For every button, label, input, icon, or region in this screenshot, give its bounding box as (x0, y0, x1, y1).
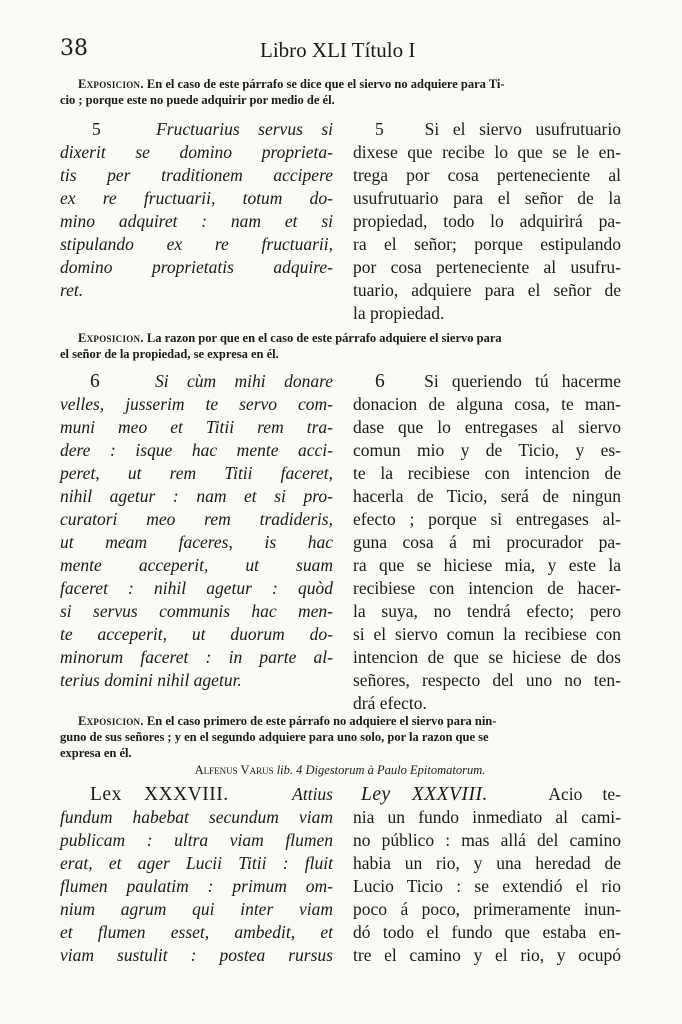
section-number: 5 (375, 119, 384, 139)
spanish-line: la propiedad. (353, 303, 445, 323)
latin-line: viam sustulit : postea rursus (60, 945, 333, 965)
latin-column-5 (60, 118, 333, 302)
spanish-line: trega por cosa perteneciente al (353, 165, 621, 185)
latin-line: terius domini nihil agetur. (60, 670, 242, 690)
latin-line: et flumen esset, ambedit, et (60, 922, 333, 942)
page-number: 38 (60, 36, 88, 61)
spanish-line: comun mio y de Ticio, y es- (353, 440, 621, 460)
latin-line: faceret : nihil agetur : quòd (60, 578, 333, 598)
latin-line: Fructuarius servus si (156, 119, 334, 139)
spanish-line: tuario, adquiere para el señor de (353, 280, 621, 300)
spanish-line: recibiese con intencion de hacer- (353, 578, 621, 598)
latin-line: Attius (292, 784, 333, 804)
exposicion-line: En el caso primero de este párrafo no adquiere el siervo para nin- (146, 714, 497, 728)
spanish-line: Si queriendo tú hacerme (424, 371, 621, 391)
latin-line: si servus communis hac men- (60, 601, 333, 621)
spanish-line: hacerla de Ticio, será de ningun (353, 486, 621, 506)
latin-line: ut meam faceres, is hac (60, 532, 333, 552)
spanish-line: propiedad, todo lo adquirirá pa- (353, 211, 621, 231)
exposicion-3 (60, 713, 620, 761)
spanish-line: dase que lo entregases al siervo (353, 417, 621, 437)
exposicion-2 (60, 330, 620, 362)
latin-line: ret. (60, 280, 84, 300)
spanish-line: poco á poco, primeramente inun- (353, 899, 621, 919)
spanish-line: tre el camino y el rio, y ocupó (353, 945, 621, 965)
ley-heading: Ley XXXVIII. (361, 784, 488, 805)
spanish-column-lex38 (353, 783, 621, 967)
latin-column-6 (60, 370, 333, 692)
latin-line: dere : isque hac mente acci- (60, 440, 333, 460)
spanish-line: Lucio Ticio : se extendió el rio (353, 876, 621, 896)
spanish-line: guna cosa á mi procurador pa- (353, 532, 621, 552)
latin-line: nium agrum qui inter viam (60, 899, 333, 919)
section-number: 5 (92, 119, 101, 139)
running-head: Libro XLI Título I (260, 38, 416, 62)
source-work: lib. 4 Digestorum à Paulo Epitomatorum. (276, 763, 486, 777)
exposicion-1 (60, 76, 620, 108)
spanish-column-5 (353, 118, 621, 325)
spanish-line: ra que se hiciese mia, y este la (353, 555, 621, 575)
spanish-line: donacion de alguna cosa, te man- (353, 394, 621, 414)
latin-line: Si cùm mihi donare (154, 371, 333, 391)
spanish-line: nia un fundo inmediato al cami- (353, 807, 621, 827)
lex-heading: Lex XXXVIII. (90, 784, 229, 805)
latin-line: velles, jusserim te servo com- (60, 394, 333, 414)
source-attribution (60, 763, 620, 778)
exposicion-label: Exposicion. (78, 331, 144, 345)
latin-line: tis per traditionem accipere (60, 165, 333, 185)
spanish-line: usufrutuario para el señor de la (353, 188, 621, 208)
spanish-line: habia un rio, y una heredad de (353, 853, 621, 873)
spanish-line: la suya, no tendrá efecto; pero (353, 601, 621, 621)
latin-line: flumen paulatim : primum om- (60, 876, 333, 896)
latin-line: peret, ut rem Titii faceret, (60, 463, 333, 483)
latin-line: curatori meo rem tradideris, (60, 509, 333, 529)
source-author: Alfenus Varus (194, 763, 274, 777)
latin-line: fundum habebat secundum viam (60, 807, 333, 827)
latin-line: domino proprietatis adquire- (60, 257, 333, 277)
exposicion-line: el señor de la propiedad, se expresa en él. (60, 347, 279, 361)
exposicion-label: Exposicion. (78, 714, 144, 728)
spanish-line: ra el señor; porque estipulando (353, 234, 621, 254)
page-header (60, 36, 630, 66)
latin-line: stipulando ex re fructuarii, (60, 234, 333, 254)
latin-column-lex38 (60, 783, 333, 967)
latin-line: minorum faceret : in parte al- (60, 647, 333, 667)
latin-line: nihil agetur : nam et si pro- (60, 486, 333, 506)
exposicion-line: guno de sus señores ; y en el segundo adquiere para uno solo, por la razon que se (60, 730, 489, 744)
exposicion-label: Exposicion. (78, 77, 144, 91)
spanish-line: Acio te- (548, 784, 621, 804)
spanish-line: Si el siervo usufrutuario (424, 119, 621, 139)
latin-line: publicam : ultra viam flumen (60, 830, 333, 850)
spanish-line: efecto ; porque si entregases al- (353, 509, 621, 529)
spanish-line: drá efecto. (353, 693, 427, 713)
latin-line: muni meo et Titii rem tra- (60, 417, 333, 437)
section-number: 6 (375, 371, 385, 392)
latin-line: te acceperit, ut duorum do- (60, 624, 333, 644)
spanish-line: dixese que recibe lo que se le en- (353, 142, 621, 162)
spanish-line: dó todo el fundo que estaba en- (353, 922, 621, 942)
exposicion-line: expresa en él. (60, 746, 132, 760)
exposicion-line: cio ; porque este no puede adquirir por medio de él. (60, 93, 335, 107)
latin-line: mente acceperit, ut suam (60, 555, 333, 575)
spanish-line: te la recibiese con intencion de (353, 463, 621, 483)
spanish-line: señores, respecto del uno no ten- (353, 670, 621, 690)
latin-line: ex re fructuarii, totum do- (60, 188, 333, 208)
spanish-line: no público : mas allá del camino (353, 830, 621, 850)
spanish-line: intencion de que se hiciese de dos (353, 647, 621, 667)
latin-line: dixerit se domino proprieta- (60, 142, 333, 162)
spanish-line: si el siervo comun la recibiese con (353, 624, 621, 644)
spanish-column-6 (353, 370, 621, 715)
spanish-line: por cosa perteneciente al usufru- (353, 257, 621, 277)
exposicion-line: La razon por que en el caso de este párrafo adquiere el siervo para (146, 331, 502, 345)
section-number: 6 (90, 371, 100, 392)
latin-line: erat, et ager Lucii Titii : fluit (60, 853, 333, 873)
exposicion-line: En el caso de este párrafo se dice que el siervo no adquiere para Ti- (146, 77, 505, 91)
latin-line: mino adquiret : nam et si (60, 211, 333, 231)
